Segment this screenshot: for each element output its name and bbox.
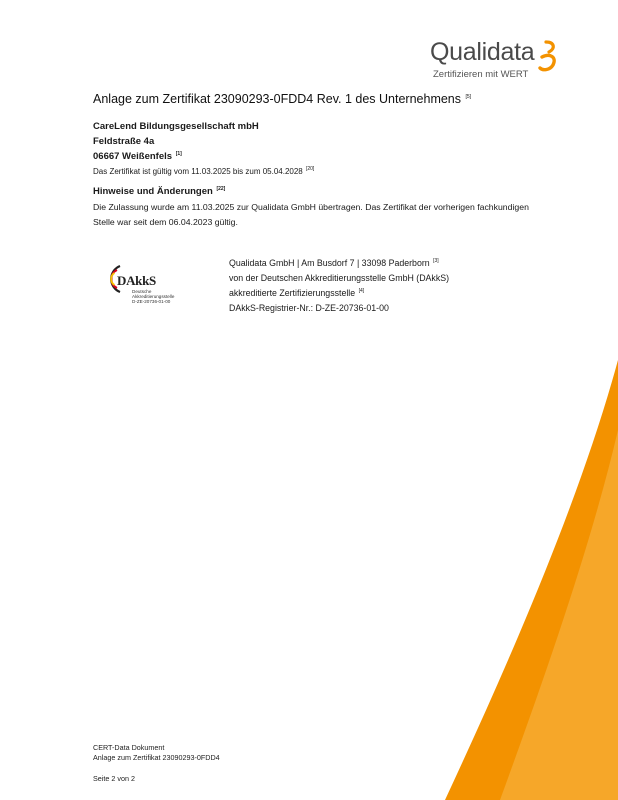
logo-name: Qualidata <box>430 38 535 66</box>
company-city <box>93 151 182 162</box>
page-number: Seite 2 von 2 <box>93 774 135 783</box>
city-footnote-ref: [1] <box>175 150 182 157</box>
accreditation-address: Qualidata GmbH | Am Busdorf 7 | 33098 Paderborn <box>229 258 430 268</box>
footer-line2: Anlage zum Zertifikat 23090293-0FDD4 <box>93 752 220 762</box>
dakks-subtitle <box>132 289 174 305</box>
notes-text: Die Zulassung wurde am 11.03.2025 zur Qualidata GmbH übertragen. Das Zertifikat der vorherigen fachkundigen Stelle war seit dem 06.04.2023 gültig. <box>93 202 529 227</box>
footer <box>93 743 220 762</box>
notes-heading <box>93 186 225 197</box>
title-text: Anlage zum Zertifikat 23090293-0FDD4 Rev. 1 des Unternehmens <box>93 92 462 106</box>
accreditation-block <box>229 256 449 316</box>
notes-heading-text: Hinweise und Änderungen <box>93 186 213 197</box>
logo-tagline: Zertifizieren mit WERT <box>433 69 529 80</box>
dakks-line3: D-ZE-20736-01-00 <box>132 299 171 305</box>
page-title <box>93 92 471 106</box>
dakks-wordmark: DAkkS <box>117 273 156 288</box>
company-street: Feldstraße 4a <box>93 136 155 147</box>
accreditation-line3 <box>229 286 449 301</box>
company-name: CareLend Bildungsgesellschaft mbH <box>93 121 259 132</box>
dakks-line2: Akkreditierungsstelle <box>132 294 175 300</box>
notes-footnote-ref: [22] <box>216 185 226 192</box>
city-text: 06667 Weißenfels <box>93 151 173 162</box>
dakks-logo <box>100 262 195 317</box>
accreditation-line4: DAkkS-Registrier-Nr.: D-ZE-20736-01-00 <box>229 303 389 313</box>
validity-text: Das Zertifikat ist gültig vom 11.03.2025 bis zum 05.04.2028 <box>93 167 303 176</box>
accreditation-ref1: [3] <box>433 258 439 265</box>
footer-line1: CERT-Data Dokument <box>93 743 165 752</box>
dakks-line1: Deutsche <box>132 289 152 294</box>
accreditation-line2: von der Deutschen Akkreditierungsstelle GmbH (DAkkS) <box>229 273 450 283</box>
qualidata-logo <box>430 38 570 88</box>
logo-swirl-icon <box>534 39 560 75</box>
accreditation-line1 <box>229 256 449 271</box>
orange-swoosh-decoration <box>430 360 618 800</box>
accreditation-ref2: [4] <box>358 288 365 295</box>
validity-footnote-ref: [20] <box>305 166 315 173</box>
title-footnote-ref: [5] <box>465 93 472 100</box>
accreditation-body: akkreditierte Zertifizierungsstelle <box>229 288 356 298</box>
validity-statement <box>93 167 314 176</box>
